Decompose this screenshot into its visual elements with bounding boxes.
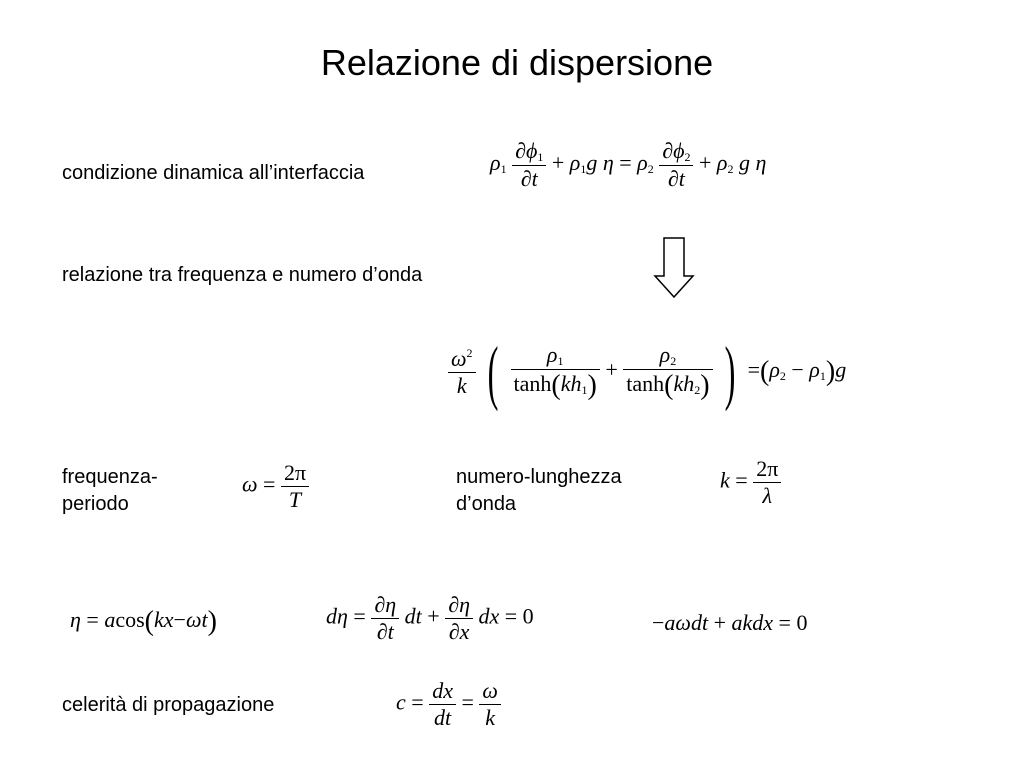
differential-result-equation: −aωdt + akdx = 0 <box>652 610 808 635</box>
wave-number-equation: k = $\frac{2\pi}{\lambda}$ <box>720 456 781 509</box>
wave-profile-equation: η = acos(kx−ωt) <box>70 606 217 637</box>
angular-frequency-equation: ω = $\frac{2\pi}{T}$ <box>242 460 309 513</box>
frequency-period-label: frequenza- periodo <box>62 466 158 515</box>
dynamic-condition-label: condizione dinamica all’interfaccia <box>62 162 365 184</box>
total-differential-equation: dη = $\frac{\partial\eta}{\partial t}$ dt + $\frac{\partial\eta}{\partial x}$ dx = 0 <box>326 592 534 644</box>
page-title: Relazione di dispersione <box>320 42 714 83</box>
wave-number-label: numero-lunghezza d’onda <box>456 466 622 515</box>
dispersion-relation-equation: $\frac{\omega^2}{k}$ ( $\frac{\rho_1}{\tanh(kh_1)}$ + $\frac{\rho_2}{\tanh(kh_2)}$ ) $=(\rho_2 - \rho_1)g$ <box>448 336 846 408</box>
relation-label: relazione tra frequenza e numero d’onda <box>62 264 423 286</box>
interface-condition-equation: $\rho_1$ $\frac{\partial\phi_1}{\partial t}$ + $\rho_1g$ $\eta = \rho_2$ $\frac{\partial\phi_2}{\partial t}$ + $\rho_2$ g η <box>490 138 767 191</box>
down-arrow-icon <box>652 236 696 300</box>
celerity-equation: c = $\frac{dx}{dt}$ = $\frac{\omega}{k}$ <box>396 678 501 731</box>
celerity-label: celerità di propagazione <box>62 694 275 716</box>
